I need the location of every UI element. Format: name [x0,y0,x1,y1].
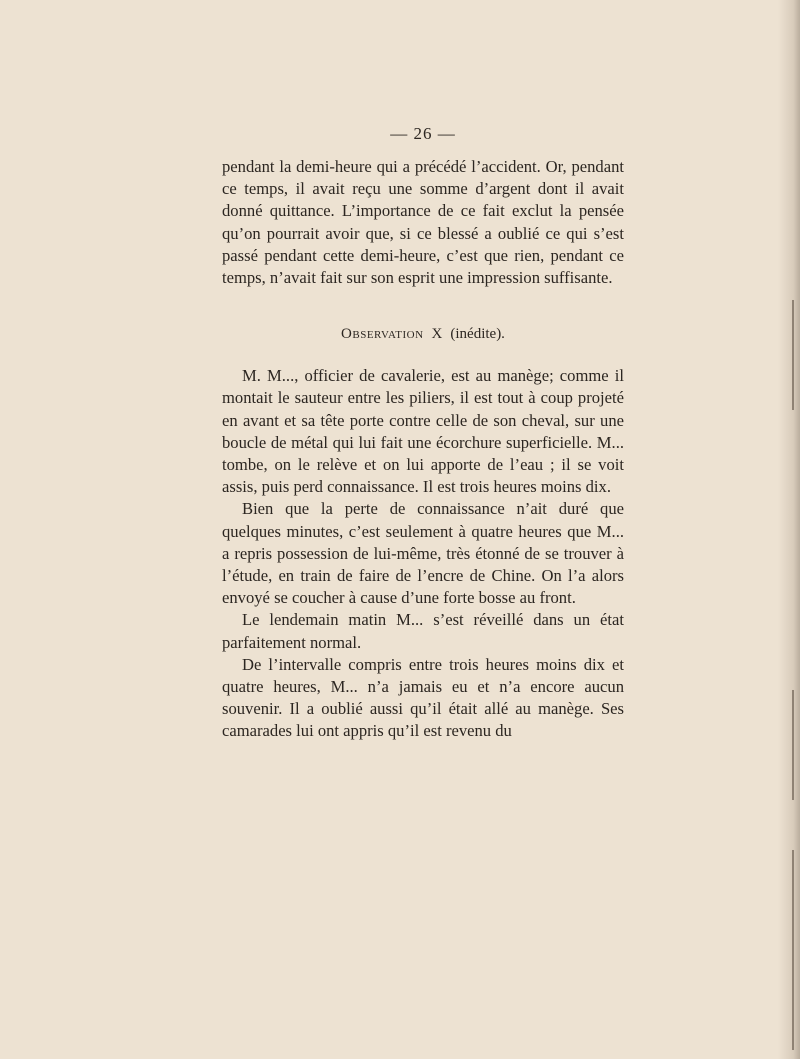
book-page [222,124,624,743]
observation-heading [222,323,624,345]
paragraph-2: M. M..., officier de cavalerie, est au manège; comme il montait le sauteur entre les piliers, il est tout à coup projeté en avant et sa tête porte contre celle de son cheval, sur une boucle de métal qui lui fait une écorchure superficielle. M... tombe, on le relève et on lui apporte de l’eau ; il se voit assis, puis perd connaissance. Il est trois heures moins dix. [222,366,624,497]
page-edge-mark [792,690,794,800]
observation-note: (inédite). [450,326,505,343]
paragraph-5: De l’intervalle compris entre trois heures moins dix et quatre heures, M... n’a jamais eu et n’a encore aucun souvenir. Il a oublié aussi qu’il était allé au manège. Ses camarades lui ont appris qu’il est revenu du [222,654,624,741]
page-edge-shadow [778,0,800,1059]
page-number: — 26 — [390,124,456,143]
observation-label: Observation [341,326,424,343]
paragraph-4: Le lendemain matin M... s’est réveillé dans un état parfaitement normal. [222,610,624,652]
page-edge-mark [792,300,794,410]
paragraph-1: pendant la demi-heure qui a précédé l’accident. Or, pendant ce temps, il avait reçu une somme d’argent dont il avait donné quittance. L’importance de ce fait exclut la pensée qu’on pourrait avoir que, si ce blessé a oublié ce qui s’est passé pendant cette demi-heure, c’est que rien, pendant ce temps, n’avait fait sur son esprit une impression suffisante. [222,157,624,288]
paragraph-3: Bien que la perte de connaissance n’ait duré que quelques minutes, c’est seulement à quatre heures que M... a repris possession de lui-même, très étonné de se trouver à l’étude, en train de faire de l’encre de Chine. On l’a alors envoyé se coucher à cause d’une forte bosse au front. [222,499,624,608]
observation-number: X [431,326,443,343]
page-edge-mark [792,850,794,1050]
